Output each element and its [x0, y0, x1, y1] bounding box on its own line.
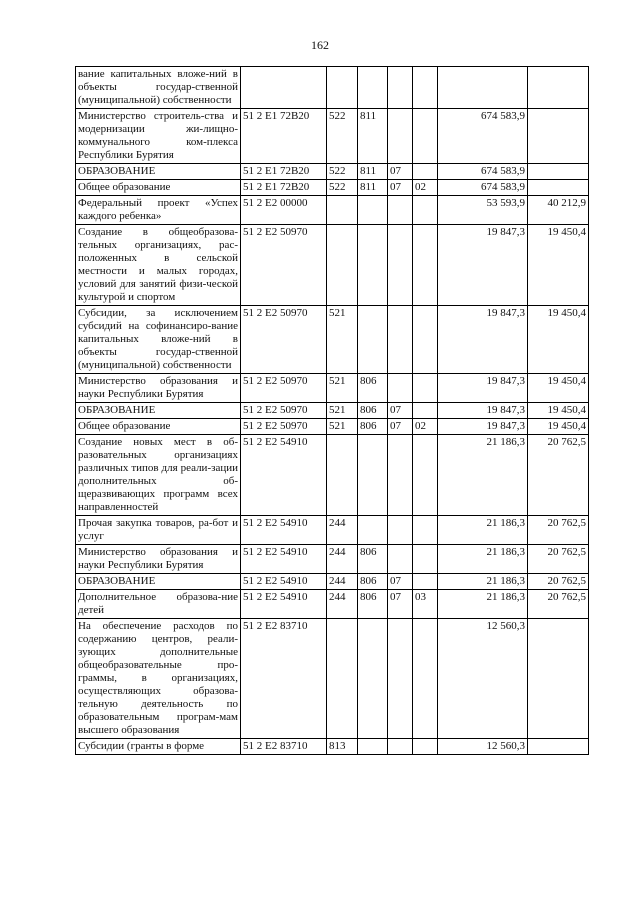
expense-type-code	[327, 67, 358, 109]
target-article-code: 51 2 E2 50970	[241, 306, 327, 374]
amount-federal: 19 450,4	[528, 306, 589, 374]
subsection-code	[413, 67, 438, 109]
table-row	[76, 574, 589, 590]
section-code: 07	[388, 164, 413, 180]
section-code	[388, 225, 413, 306]
section-code	[388, 545, 413, 574]
subsection-code: 03	[413, 590, 438, 619]
amount-total: 12 560,3	[438, 619, 528, 739]
target-article-code: 51 2 E2 54910	[241, 590, 327, 619]
administrator-code: 806	[358, 574, 388, 590]
section-code	[388, 109, 413, 164]
section-code: 07	[388, 180, 413, 196]
row-name-cell: вание капитальных вложе-ний в объекты государ-ственной (муниципальной) собственности	[76, 67, 241, 109]
administrator-code: 811	[358, 164, 388, 180]
administrator-code	[358, 619, 388, 739]
table-row	[76, 67, 589, 109]
section-code: 07	[388, 419, 413, 435]
subsection-code	[413, 196, 438, 225]
row-name-cell: ОБРАЗОВАНИЕ	[76, 403, 241, 419]
amount-federal	[528, 164, 589, 180]
row-name-cell: На обеспечение расходов по содержанию центров, реали-зующих дополнительные общеобразовательные про-граммы, в организациях, осуществляющих образова-тельную деятельность по образовательным програм-мам высшего образования	[76, 619, 241, 739]
target-article-code: 51 2 E1 72B20	[241, 180, 327, 196]
expense-type-code	[327, 225, 358, 306]
table-row	[76, 545, 589, 574]
table-row	[76, 196, 589, 225]
row-name-cell: Создание новых мест в об-разовательных организациях различных типов для реали-зации дополнительных об-щеразвивающих программ всех направленностей	[76, 435, 241, 516]
target-article-code: 51 2 E2 50970	[241, 225, 327, 306]
subsection-code: 02	[413, 419, 438, 435]
target-article-code: 51 2 E2 54910	[241, 435, 327, 516]
administrator-code: 806	[358, 403, 388, 419]
section-code	[388, 374, 413, 403]
subsection-code	[413, 619, 438, 739]
amount-total: 674 583,9	[438, 180, 528, 196]
target-article-code	[241, 67, 327, 109]
page-number: 162	[311, 38, 329, 52]
row-name-cell: Общее образование	[76, 180, 241, 196]
expense-type-code: 521	[327, 374, 358, 403]
subsection-code	[413, 403, 438, 419]
section-code	[388, 306, 413, 374]
amount-federal: 20 762,5	[528, 545, 589, 574]
expense-type-code: 244	[327, 516, 358, 545]
administrator-code	[358, 225, 388, 306]
row-name-cell: Министерство образования и науки Республики Бурятия	[76, 374, 241, 403]
target-article-code: 51 2 E2 83710	[241, 619, 327, 739]
table-row	[76, 419, 589, 435]
expense-type-code	[327, 435, 358, 516]
amount-federal	[528, 109, 589, 164]
budget-table	[75, 66, 589, 755]
subsection-code	[413, 435, 438, 516]
amount-total: 12 560,3	[438, 739, 528, 755]
amount-total: 19 847,3	[438, 419, 528, 435]
subsection-code	[413, 574, 438, 590]
administrator-code: 811	[358, 180, 388, 196]
table-row	[76, 619, 589, 739]
section-code: 07	[388, 403, 413, 419]
amount-federal: 20 762,5	[528, 435, 589, 516]
administrator-code	[358, 196, 388, 225]
table-row	[76, 306, 589, 374]
amount-federal: 20 762,5	[528, 590, 589, 619]
expense-type-code: 522	[327, 109, 358, 164]
target-article-code: 51 2 E1 72B20	[241, 164, 327, 180]
amount-federal	[528, 739, 589, 755]
subsection-code	[413, 109, 438, 164]
amount-total: 674 583,9	[438, 164, 528, 180]
target-article-code: 51 2 E2 50970	[241, 403, 327, 419]
table-row	[76, 225, 589, 306]
subsection-code	[413, 164, 438, 180]
section-code	[388, 196, 413, 225]
table-row	[76, 374, 589, 403]
expense-type-code: 244	[327, 545, 358, 574]
row-name-cell: ОБРАЗОВАНИЕ	[76, 574, 241, 590]
amount-total: 53 593,9	[438, 196, 528, 225]
row-name-cell: Создание в общеобразова-тельных организациях, рас-положенных в сельской местности и малых городах, условий для занятий физи-ческой культурой и спортом	[76, 225, 241, 306]
table-row	[76, 180, 589, 196]
target-article-code: 51 2 E1 72B20	[241, 109, 327, 164]
section-code	[388, 67, 413, 109]
amount-total: 19 847,3	[438, 374, 528, 403]
row-name-cell: Субсидии (гранты в форме	[76, 739, 241, 755]
amount-total: 674 583,9	[438, 109, 528, 164]
amount-total: 19 847,3	[438, 225, 528, 306]
amount-federal	[528, 180, 589, 196]
administrator-code	[358, 435, 388, 516]
amount-federal: 19 450,4	[528, 374, 589, 403]
expense-type-code: 522	[327, 164, 358, 180]
amount-total	[438, 67, 528, 109]
amount-federal: 19 450,4	[528, 225, 589, 306]
table-row	[76, 164, 589, 180]
expense-type-code: 244	[327, 590, 358, 619]
expense-type-code	[327, 619, 358, 739]
amount-federal	[528, 67, 589, 109]
target-article-code: 51 2 E2 54910	[241, 516, 327, 545]
administrator-code	[358, 306, 388, 374]
amount-federal	[528, 619, 589, 739]
administrator-code	[358, 67, 388, 109]
amount-total: 21 186,3	[438, 574, 528, 590]
administrator-code: 806	[358, 545, 388, 574]
subsection-code: 02	[413, 180, 438, 196]
table-row	[76, 590, 589, 619]
table-body	[76, 67, 589, 755]
subsection-code	[413, 306, 438, 374]
expense-type-code: 813	[327, 739, 358, 755]
amount-federal: 19 450,4	[528, 419, 589, 435]
administrator-code: 806	[358, 590, 388, 619]
administrator-code	[358, 516, 388, 545]
table-row	[76, 435, 589, 516]
subsection-code	[413, 545, 438, 574]
amount-federal: 20 762,5	[528, 574, 589, 590]
amount-federal: 19 450,4	[528, 403, 589, 419]
subsection-code	[413, 374, 438, 403]
amount-total: 21 186,3	[438, 590, 528, 619]
section-code	[388, 516, 413, 545]
subsection-code	[413, 225, 438, 306]
amount-federal: 20 762,5	[528, 516, 589, 545]
section-code: 07	[388, 574, 413, 590]
expense-type-code	[327, 196, 358, 225]
target-article-code: 51 2 E2 83710	[241, 739, 327, 755]
subsection-code	[413, 516, 438, 545]
amount-total: 21 186,3	[438, 435, 528, 516]
section-code	[388, 435, 413, 516]
administrator-code: 811	[358, 109, 388, 164]
target-article-code: 51 2 E2 54910	[241, 545, 327, 574]
administrator-code: 806	[358, 374, 388, 403]
section-code	[388, 619, 413, 739]
administrator-code	[358, 739, 388, 755]
table-row	[76, 739, 589, 755]
target-article-code: 51 2 E2 50970	[241, 374, 327, 403]
section-code	[388, 739, 413, 755]
amount-total: 19 847,3	[438, 306, 528, 374]
row-name-cell: Общее образование	[76, 419, 241, 435]
target-article-code: 51 2 E2 54910	[241, 574, 327, 590]
expense-type-code: 521	[327, 306, 358, 374]
amount-federal: 40 212,9	[528, 196, 589, 225]
row-name-cell: Прочая закупка товаров, ра-бот и услуг	[76, 516, 241, 545]
row-name-cell: Министерство образования и науки Республики Бурятия	[76, 545, 241, 574]
table-row	[76, 403, 589, 419]
administrator-code: 806	[358, 419, 388, 435]
expense-type-code: 521	[327, 419, 358, 435]
expense-type-code: 244	[327, 574, 358, 590]
amount-total: 21 186,3	[438, 545, 528, 574]
expense-type-code: 521	[327, 403, 358, 419]
section-code: 07	[388, 590, 413, 619]
row-name-cell: Дополнительное образова-ние детей	[76, 590, 241, 619]
target-article-code: 51 2 E2 00000	[241, 196, 327, 225]
row-name-cell: Федеральный проект «Успех каждого ребенка»	[76, 196, 241, 225]
table-row	[76, 109, 589, 164]
table-row	[76, 516, 589, 545]
subsection-code	[413, 739, 438, 755]
expense-type-code: 522	[327, 180, 358, 196]
row-name-cell: Субсидии, за исключением субсидий на софинансиро-вание капитальных вложе-ний в объекты государ-ственной (муниципальной) собственности	[76, 306, 241, 374]
row-name-cell: Министерство строитель-ства и модернизации жи-лищно-коммунального ком-плекса Республики Бурятия	[76, 109, 241, 164]
amount-total: 19 847,3	[438, 403, 528, 419]
target-article-code: 51 2 E2 50970	[241, 419, 327, 435]
row-name-cell: ОБРАЗОВАНИЕ	[76, 164, 241, 180]
amount-total: 21 186,3	[438, 516, 528, 545]
